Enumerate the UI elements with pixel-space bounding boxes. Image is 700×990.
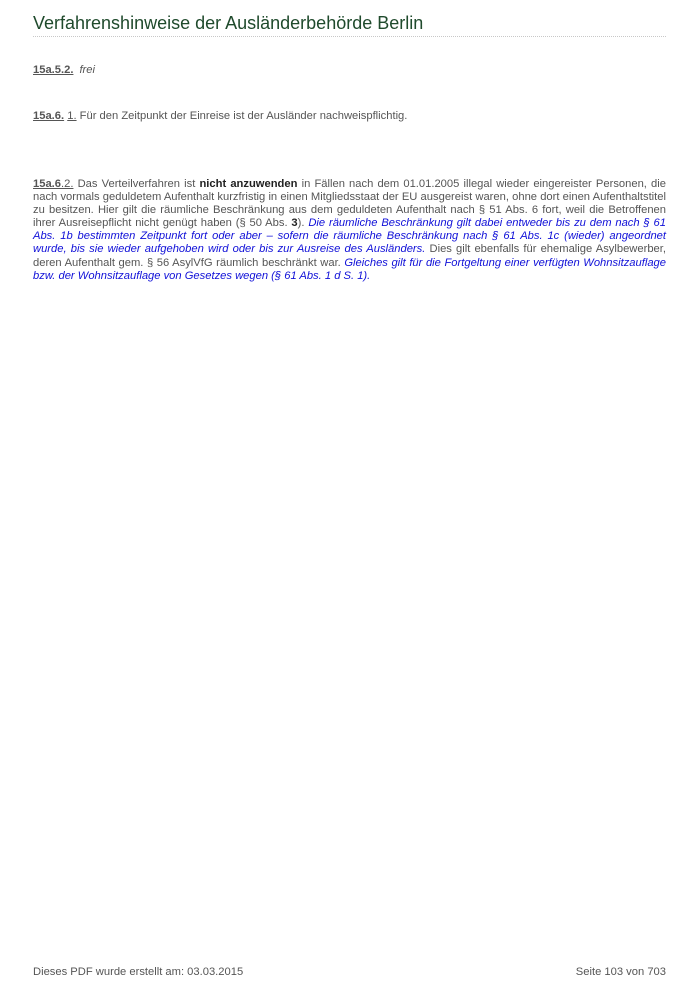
section-number[interactable]: 15a.5.2. bbox=[33, 64, 74, 76]
section-number[interactable]: 15a.6. bbox=[33, 110, 65, 122]
subsection-number[interactable]: 1. bbox=[67, 110, 77, 122]
emphasis-text: 3 bbox=[291, 217, 298, 230]
subsection-number[interactable]: .2. bbox=[61, 178, 74, 190]
paragraph-text: Das Verteilverfahren ist bbox=[73, 178, 200, 190]
paragraph-text: in Fällen nach dem 01.01.2005 illegal wieder eingereister Personen, die nach vormals geduldetem Aufenthalt kurzfristig in einen Mitgliedsstaat der EU ausgereist waren, ohne dort einen Aufenthaltstitel zu besitzen. Hier gilt die räumliche Beschränkung aus dem geduldeten Aufenthalt nach § 51 Abs. 6 fort, weil die Betroffenen ihrer Ausreisepflicht nicht genügt haben (§ 50 Abs. bbox=[33, 178, 666, 230]
creation-date: Dieses PDF wurde erstellt am: 03.03.2015 bbox=[33, 966, 244, 978]
paragraph-text: Dies gilt ebenfalls für ehemalige Asylbewerber, deren Aufenthalt gem. § 56 AsylVfG räumlich beschränkt war. bbox=[33, 243, 666, 269]
amended-text: Die räumliche Beschränkung gilt dabei entweder bis zu dem nach § 61 Abs. 1b bestimmten Zeitpunkt fort oder aber – sofern die räumliche Beschränkung nach § 61 Abs. 1c (wieder) angeordnet wurde, bis sie wieder aufgehoben wird oder bis zur Ausreise des Ausländers. bbox=[33, 217, 666, 256]
section-text: Für den Zeitpunkt der Einreise ist der Ausländer nachweispflichtig. bbox=[76, 110, 408, 122]
emphasis-text: nicht anzuwenden bbox=[199, 178, 298, 190]
page-footer bbox=[33, 966, 666, 978]
document-title: Verfahrenshinweise der Ausländerbehörde Berlin bbox=[33, 13, 424, 33]
section-15a-6-2 bbox=[33, 178, 666, 283]
paragraph-text: ). bbox=[297, 217, 309, 230]
section-text: frei bbox=[79, 64, 95, 76]
page-header bbox=[33, 12, 666, 37]
amended-text: Gleiches gilt für die Fortgeltung einer verfügten Wohnsitzauflage bzw. der Wohnsitzauflage von Gesetzes wegen (§ 61 Abs. 1 d S. 1). bbox=[33, 256, 666, 282]
section-15a-5-2 bbox=[33, 64, 666, 77]
section-number[interactable]: 15a.6 bbox=[33, 178, 61, 190]
section-15a-6-1 bbox=[33, 110, 666, 123]
page-number: Seite 103 von 703 bbox=[575, 966, 666, 978]
